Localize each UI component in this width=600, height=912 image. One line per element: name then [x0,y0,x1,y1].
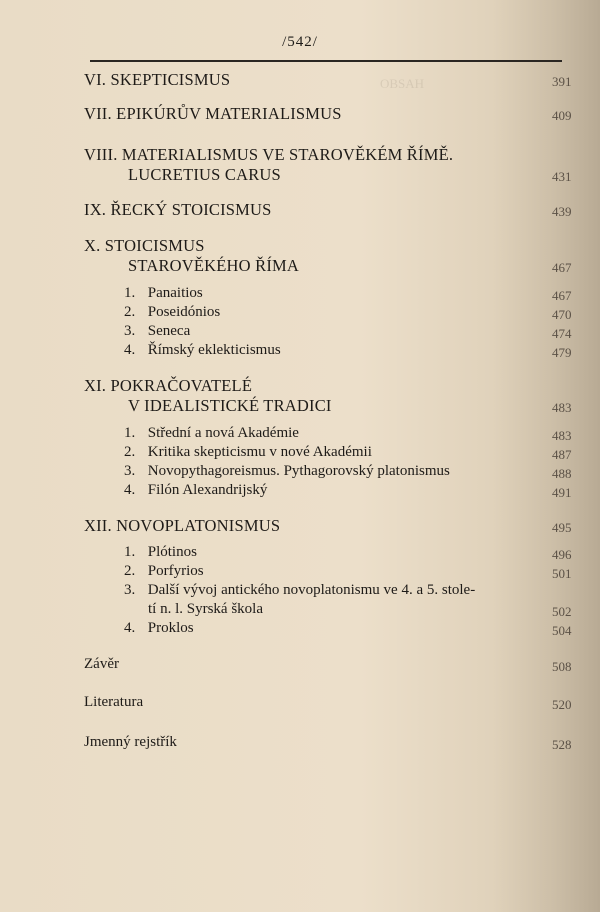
section-title: Poseidónios [147,304,221,320]
section-number: 3. [124,582,136,598]
section-item[interactable] [84,425,299,442]
section-item[interactable] [84,323,190,340]
back-matter-conclusion[interactable]: Závěr [84,656,119,672]
chapter-title-line2: STAROVĚKÉHO ŘÍMA [128,256,300,275]
chapter-vi[interactable] [84,70,230,90]
chapter-page: 409 [552,108,572,123]
section-page: 483 [552,428,572,443]
section-page: 491 [552,485,572,500]
section-title: Plótinos [147,544,197,560]
section-page: 470 [552,307,572,322]
section-number: 4. [124,482,136,498]
back-matter-literature[interactable]: Literatura [84,694,144,710]
chapter-title-line2: LUCRETIUS CARUS [128,165,281,184]
section-page: 488 [552,466,572,481]
section-page: 474 [552,326,572,341]
section-number: 3. [124,463,136,479]
section-title: Novopythagoreismus. Pythagorovský platonismus [147,463,450,479]
section-title: Seneca [147,323,191,339]
chapter-xii[interactable] [84,516,280,536]
chapter-title: NOVOPLATONISMUS [116,516,281,535]
section-page: 479 [552,345,572,360]
section-page: 502 [552,604,572,619]
chapter-number: IX. [84,200,107,219]
chapter-page: 483 [552,400,572,415]
chapter-page: 467 [552,260,572,275]
section-number: 1. [124,425,136,441]
back-matter-page: 508 [552,659,572,674]
section-number: 1. [124,285,136,301]
section-number: 2. [124,444,136,460]
section-number: 4. [124,620,136,636]
chapter-page: 495 [552,520,572,535]
chapter-viii[interactable] [84,145,453,165]
chapter-page: 431 [552,169,572,184]
section-item[interactable] [84,563,204,580]
section-page: 467 [552,288,572,303]
section-item[interactable] [84,463,450,480]
chapter-number: X. [84,236,101,255]
chapter-x[interactable] [84,236,205,256]
section-item[interactable] [84,482,267,499]
back-matter-index[interactable]: Jmenný rejstřík [84,734,177,750]
section-title: Filón Alexandrijský [147,482,268,498]
chapter-title: SKEPTICISMUS [110,70,231,89]
chapter-number: VIII. [84,145,118,164]
section-item[interactable] [84,620,194,637]
section-title: Panaitios [147,285,203,301]
back-matter-page: 520 [552,697,572,712]
back-matter-page: 528 [552,737,572,752]
chapter-ix[interactable] [84,200,272,220]
section-title: Proklos [147,620,194,636]
chapter-vii[interactable] [84,104,342,124]
chapter-title: MATERIALISMUS VE STAROVĚKÉM ŘÍMĚ. [121,145,454,164]
section-number: 3. [124,323,136,339]
section-title-line2: tí n. l. Syrská škola [148,601,263,617]
section-page: 501 [552,566,572,581]
chapter-title: ŘECKÝ STOICISMUS [110,200,272,219]
section-page: 487 [552,447,572,462]
chapter-title: STOICISMUS [104,236,205,255]
chapter-page: 439 [552,204,572,219]
section-number: 4. [124,342,136,358]
chapter-number: XII. [84,516,112,535]
chapter-title: EPIKÚRŮV MATERIALISMUS [116,104,342,123]
section-title: Kritika skepticismu v nové Akadémii [147,444,372,460]
section-title: Římský eklekticismus [147,342,281,358]
chapter-xi[interactable] [84,376,252,396]
section-item[interactable] [84,582,475,599]
section-number: 2. [124,304,136,320]
section-title: Další vývoj antického novoplatonismu ve 4. a 5. stole- [147,582,476,598]
section-page: 504 [552,623,572,638]
section-page: 496 [552,547,572,562]
section-title: Porfyrios [147,563,204,579]
section-item[interactable] [84,304,220,321]
section-item[interactable] [84,342,281,359]
chapter-number: VII. [84,104,112,123]
section-item[interactable] [84,444,372,461]
section-number: 1. [124,544,136,560]
page-folio: /542/ [282,34,318,50]
section-item[interactable] [84,285,203,302]
top-rule [90,60,562,62]
chapter-number: VI. [84,70,107,89]
section-title: Střední a nová Akadémie [147,425,299,441]
bleed-through-text: OBSAH [380,76,425,91]
chapter-page: 391 [552,74,572,89]
section-item[interactable] [84,544,197,561]
chapter-title: POKRAČOVATELÉ [110,376,253,395]
section-number: 2. [124,563,136,579]
chapter-title-line2: V IDEALISTICKÉ TRADICI [128,396,332,415]
chapter-number: XI. [84,376,107,395]
